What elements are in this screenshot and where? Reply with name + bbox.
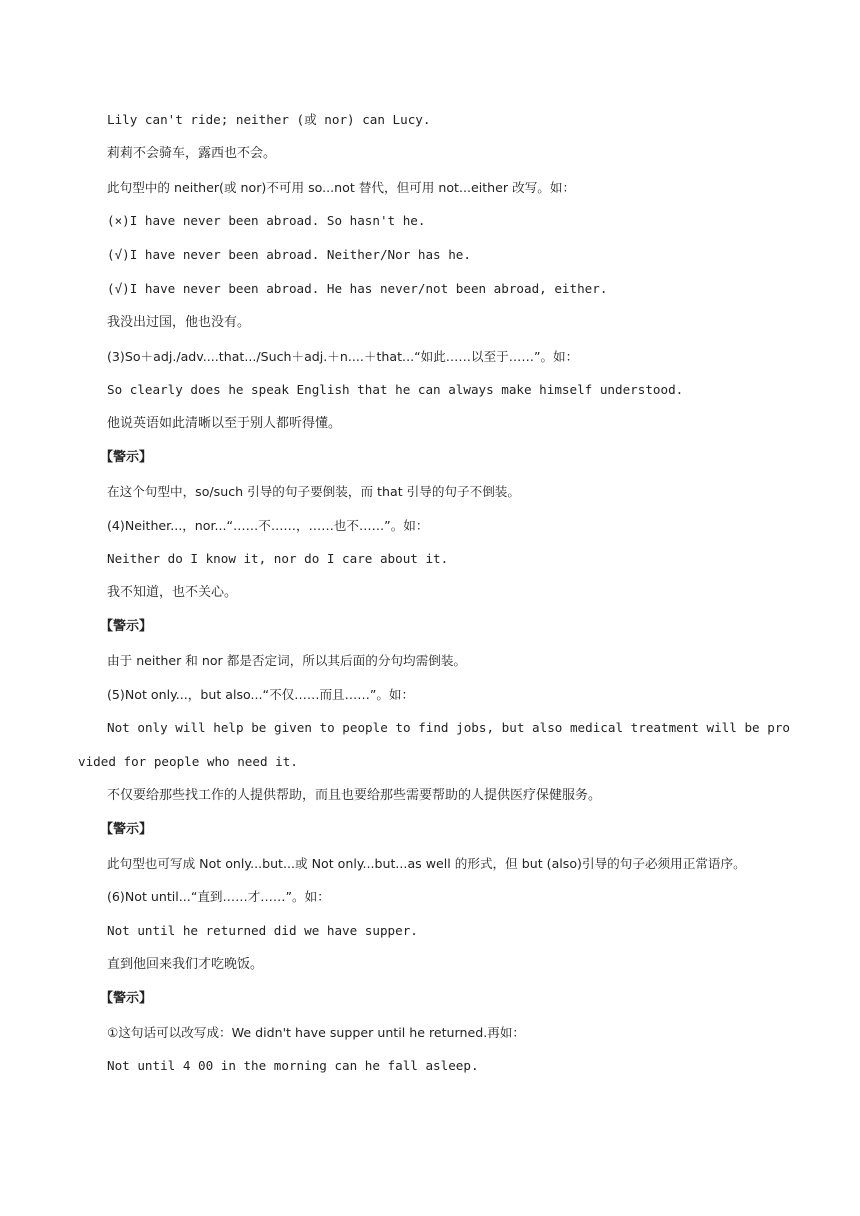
example-right-1: (√)I have never been abroad. Neither/Nor has he. [107,247,471,263]
document-body [78,103,790,1083]
warning-label: 【警示】 [100,821,153,837]
warning-text-long: 此句型也可写成 Not only...but...或 Not only...but...as well 的形式，但 but (also)引导的句子必须用正常语序。 [107,855,746,871]
warning-text: ①这句话可以改写成：We didn't have supper until he returned.再如： [107,1024,526,1040]
example-right-2: (√)I have never been abroad. He has never/not been abroad, either. [107,280,608,296]
example-sentence: So clearly does he speak English that he can always make himself understood. [107,382,684,398]
translation: 莉莉不会骑车，露西也不会。 [107,145,277,161]
example-sentence: Neither do I know it, nor do I care about it. [107,551,449,567]
pattern-heading-4: (4)Neither...，nor...“……不……，……也不……”。如： [107,517,429,533]
translation: 我没出过国，他也没有。 [107,314,251,330]
pattern-heading-5: (5)Not only...，but also...“不仅……而且……”。如： [107,686,415,702]
example-sentence-long: Not only will help be given to people to find jobs, but also medical treatment will be provided for people who need it. [78,720,790,770]
example-sentence: Not until he returned did we have supper. [107,923,418,939]
pattern-heading-3: (3)So＋adj./adv....that.../Such＋adj.＋n....＋that...“如此……以至于……”。如： [107,348,579,364]
example-sentence: Not until 4 00 in the morning can he fall asleep. [107,1058,479,1074]
translation: 直到他回来我们才吃晚饭。 [107,956,264,972]
warning-label: 【警示】 [100,990,153,1006]
translation: 他说英语如此清晰以至于别人都听得懂。 [107,416,342,432]
pattern-heading-6: (6)Not until...“直到……才……”。如： [107,889,330,905]
example-wrong: (×)I have never been abroad. So hasn't he. [107,213,426,229]
explanation: 此句型中的 neither(或 nor)不可用 so...not 替代，但可用 not...either 改写。如： [107,179,576,195]
warning-label: 【警示】 [100,618,153,634]
warning-label: 【警示】 [100,449,153,465]
translation: 我不知道，也不关心。 [107,585,238,601]
warning-text: 在这个句型中，so/such 引导的句子要倒装，而 that 引导的句子不倒装。 [107,483,520,499]
warning-text: 由于 neither 和 nor 都是否定词，所以其后面的分句均需倒装。 [107,652,467,668]
example-sentence: Lily can't ride; neither (或 nor) can Lucy. [107,112,431,127]
translation: 不仅要给那些找工作的人提供帮助，而且也要给那些需要帮助的人提供医疗保健服务。 [107,787,602,803]
